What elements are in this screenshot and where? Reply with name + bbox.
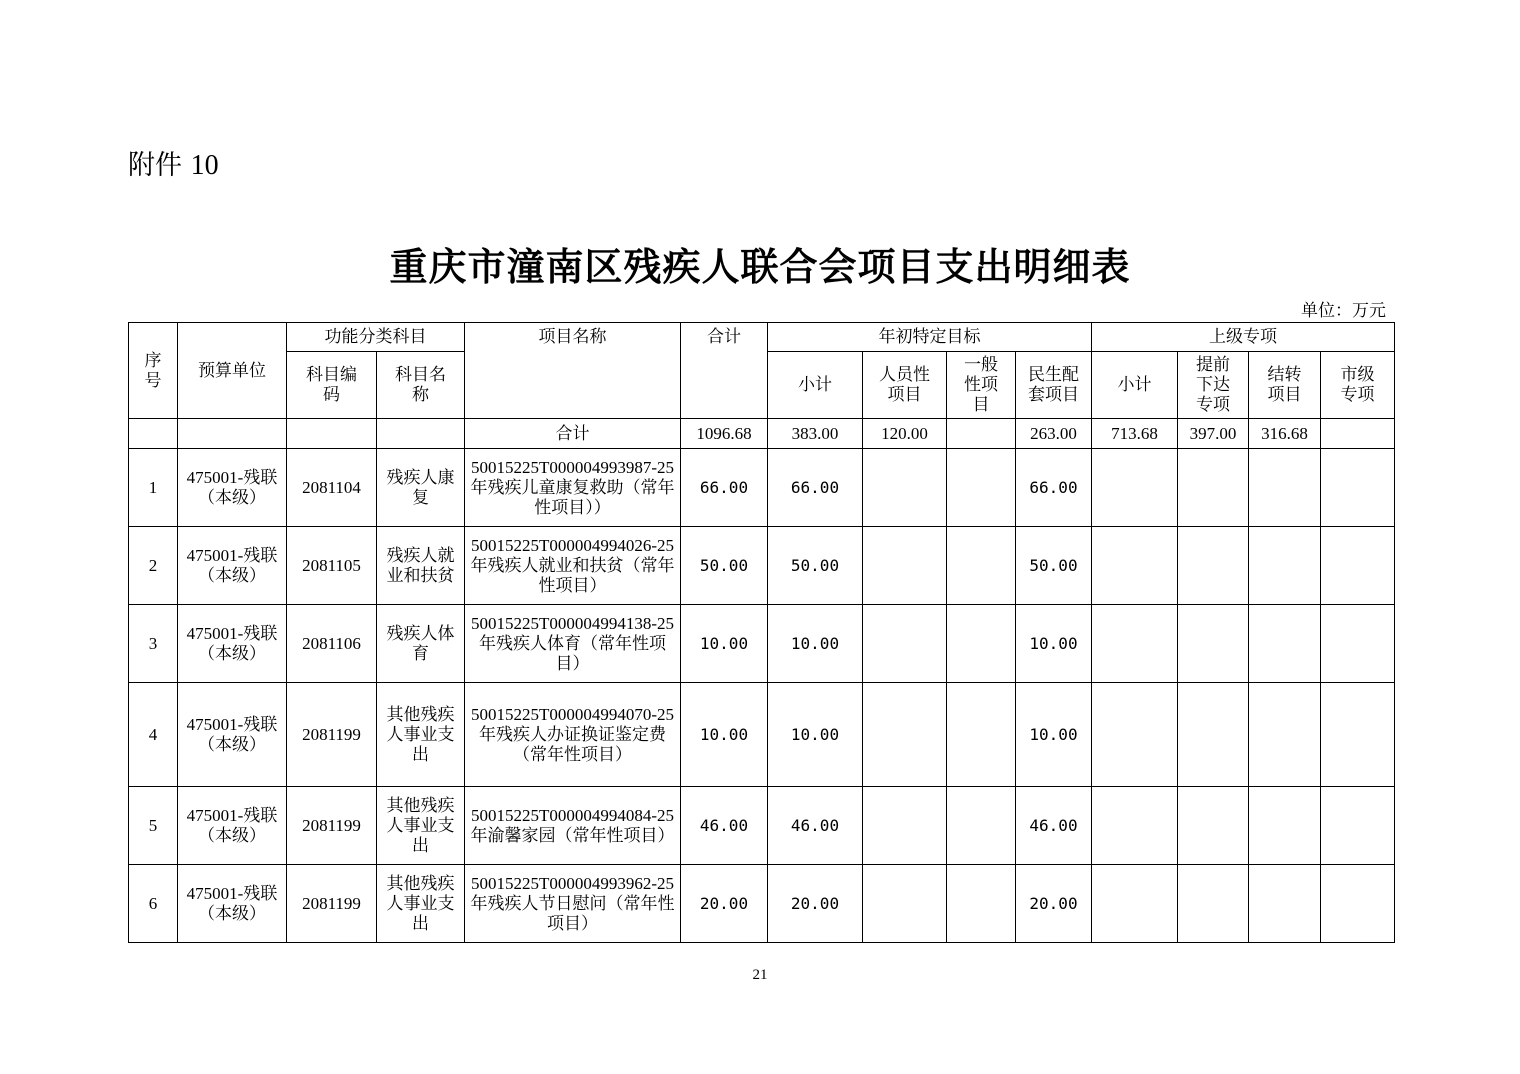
- row-advance: [1178, 683, 1249, 787]
- row-personnel: [863, 865, 947, 943]
- row-livelihood: 66.00: [1016, 449, 1092, 527]
- totals-carryover: 316.68: [1249, 419, 1321, 449]
- totals-personnel: 120.00: [863, 419, 947, 449]
- row-general: [947, 449, 1016, 527]
- header-advance: 提前下达专项: [1178, 352, 1249, 419]
- row-upper-subtotal: [1092, 683, 1178, 787]
- header-project: 项目名称: [465, 323, 681, 419]
- totals-livelihood: 263.00: [1016, 419, 1092, 449]
- row-advance: [1178, 605, 1249, 683]
- row-personnel: [863, 683, 947, 787]
- header-annual-group: 年初特定目标: [768, 323, 1092, 352]
- row-unit: 475001-残联（本级）: [178, 683, 287, 787]
- totals-general: [947, 419, 1016, 449]
- row-upper-subtotal: [1092, 605, 1178, 683]
- row-advance: [1178, 527, 1249, 605]
- row-unit: 475001-残联（本级）: [178, 527, 287, 605]
- row-carryover: [1249, 527, 1321, 605]
- row-carryover: [1249, 865, 1321, 943]
- header-total: 合计: [681, 323, 768, 419]
- unit-label: 单位：万元: [1301, 301, 1386, 320]
- row-city: [1321, 449, 1395, 527]
- row-personnel: [863, 527, 947, 605]
- totals-upper-subtotal: 713.68: [1092, 419, 1178, 449]
- row-name: 残疾人就业和扶贫: [377, 527, 465, 605]
- row-project: 50015225T000004994026-25年残疾人就业和扶贫（常年性项目）: [465, 527, 681, 605]
- row-livelihood: 20.00: [1016, 865, 1092, 943]
- row-carryover: [1249, 605, 1321, 683]
- row-total: 10.00: [681, 605, 768, 683]
- row-code: 2081105: [287, 527, 377, 605]
- row-seq: 2: [129, 527, 178, 605]
- row-project: 50015225T000004994084-25年渝馨家园（常年性项目）: [465, 787, 681, 865]
- row-general: [947, 605, 1016, 683]
- row-city: [1321, 527, 1395, 605]
- table-row: [129, 449, 1395, 527]
- header-name: 科目名称: [377, 352, 465, 419]
- row-seq: 5: [129, 787, 178, 865]
- table-row: [129, 865, 1395, 943]
- row-seq: 4: [129, 683, 178, 787]
- row-carryover: [1249, 449, 1321, 527]
- row-annual-subtotal: 10.00: [768, 605, 863, 683]
- page-title: 重庆市潼南区残疾人联合会项目支出明细表: [389, 244, 1131, 289]
- row-livelihood: 10.00: [1016, 683, 1092, 787]
- table-row: [129, 787, 1395, 865]
- row-name: 其他残疾人事业支出: [377, 787, 465, 865]
- row-total: 20.00: [681, 865, 768, 943]
- header-general: 一般性项目: [947, 352, 1016, 419]
- header-upper-group: 上级专项: [1092, 323, 1395, 352]
- row-name: 其他残疾人事业支出: [377, 683, 465, 787]
- row-name: 残疾人体育: [377, 605, 465, 683]
- header-livelihood: 民生配套项目: [1016, 352, 1092, 419]
- table-row: [129, 605, 1395, 683]
- totals-advance: 397.00: [1178, 419, 1249, 449]
- row-upper-subtotal: [1092, 449, 1178, 527]
- totals-row: [129, 419, 1395, 449]
- totals-total: 1096.68: [681, 419, 768, 449]
- row-general: [947, 683, 1016, 787]
- row-upper-subtotal: [1092, 787, 1178, 865]
- row-personnel: [863, 449, 947, 527]
- row-annual-subtotal: 46.00: [768, 787, 863, 865]
- row-seq: 6: [129, 865, 178, 943]
- table-row: [129, 527, 1395, 605]
- row-advance: [1178, 449, 1249, 527]
- row-seq: 3: [129, 605, 178, 683]
- totals-annual-subtotal: 383.00: [768, 419, 863, 449]
- row-project: 50015225T000004994070-25年残疾人办证换证鉴定费（常年性项目）: [465, 683, 681, 787]
- row-city: [1321, 605, 1395, 683]
- row-project: 50015225T000004993962-25年残疾人节日慰问（常年性项目）: [465, 865, 681, 943]
- header-personnel: 人员性项目: [863, 352, 947, 419]
- row-project: 50015225T000004993987-25年残疾儿童康复救助（常年性项目））: [465, 449, 681, 527]
- row-livelihood: 50.00: [1016, 527, 1092, 605]
- row-annual-subtotal: 10.00: [768, 683, 863, 787]
- row-general: [947, 865, 1016, 943]
- totals-code: [287, 419, 377, 449]
- row-unit: 475001-残联（本级）: [178, 449, 287, 527]
- header-seq: 序号: [129, 323, 178, 419]
- row-city: [1321, 683, 1395, 787]
- row-name: 残疾人康复: [377, 449, 465, 527]
- row-code: 2081104: [287, 449, 377, 527]
- row-project: 50015225T000004994138-25年残疾人体育（常年性项目）: [465, 605, 681, 683]
- row-unit: 475001-残联（本级）: [178, 605, 287, 683]
- row-unit: 475001-残联（本级）: [178, 865, 287, 943]
- row-total: 46.00: [681, 787, 768, 865]
- header-annual-subtotal: 小计: [768, 352, 863, 419]
- data-rows: [129, 449, 1395, 943]
- row-annual-subtotal: 50.00: [768, 527, 863, 605]
- row-upper-subtotal: [1092, 527, 1178, 605]
- header-unit: 预算单位: [178, 323, 287, 419]
- row-total: 10.00: [681, 683, 768, 787]
- row-code: 2081199: [287, 683, 377, 787]
- attachment-number: 10: [190, 150, 219, 181]
- row-city: [1321, 865, 1395, 943]
- row-personnel: [863, 605, 947, 683]
- header-func-group: 功能分类科目: [287, 323, 465, 352]
- row-advance: [1178, 787, 1249, 865]
- row-advance: [1178, 865, 1249, 943]
- row-annual-subtotal: 66.00: [768, 449, 863, 527]
- row-carryover: [1249, 787, 1321, 865]
- header-code: 科目编码: [287, 352, 377, 419]
- row-personnel: [863, 787, 947, 865]
- row-carryover: [1249, 683, 1321, 787]
- row-code: 2081106: [287, 605, 377, 683]
- header-city: 市级专项: [1321, 352, 1395, 419]
- row-total: 50.00: [681, 527, 768, 605]
- row-livelihood: 10.00: [1016, 605, 1092, 683]
- row-code: 2081199: [287, 787, 377, 865]
- row-general: [947, 527, 1016, 605]
- totals-name: [377, 419, 465, 449]
- row-seq: 1: [129, 449, 178, 527]
- row-upper-subtotal: [1092, 865, 1178, 943]
- row-name: 其他残疾人事业支出: [377, 865, 465, 943]
- header-carryover: 结转项目: [1249, 352, 1321, 419]
- row-general: [947, 787, 1016, 865]
- row-annual-subtotal: 20.00: [768, 865, 863, 943]
- totals-seq: [129, 419, 178, 449]
- row-city: [1321, 787, 1395, 865]
- totals-label: 合计: [465, 419, 681, 449]
- totals-city: [1321, 419, 1395, 449]
- row-total: 66.00: [681, 449, 768, 527]
- page-number: 21: [752, 967, 768, 983]
- row-unit: 475001-残联（本级）: [178, 787, 287, 865]
- header-upper-subtotal: 小计: [1092, 352, 1178, 419]
- attachment-label: [128, 143, 219, 182]
- totals-unit: [178, 419, 287, 449]
- expense-table: [128, 322, 1395, 943]
- row-code: 2081199: [287, 865, 377, 943]
- header-row-1: [129, 323, 1395, 352]
- table-row: [129, 683, 1395, 787]
- attachment-text: 附件: [128, 150, 182, 181]
- row-livelihood: 46.00: [1016, 787, 1092, 865]
